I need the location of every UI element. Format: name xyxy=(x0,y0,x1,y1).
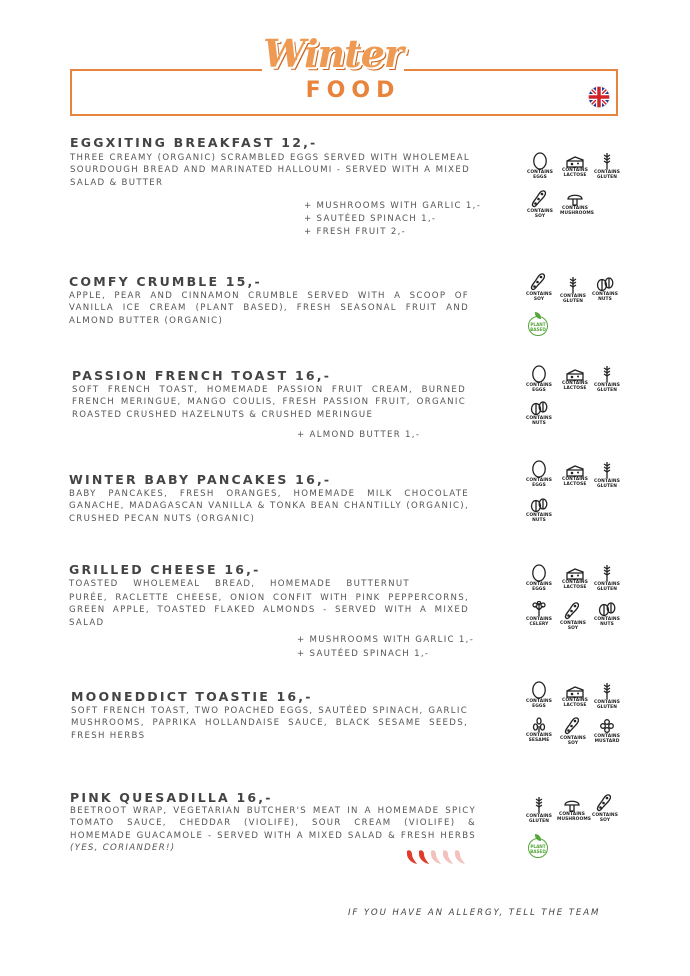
allergen-label-name: SESAME xyxy=(528,738,550,743)
allergen-label-prefix: CONTAINS xyxy=(562,168,588,173)
allergen-label-prefix: CONTAINS xyxy=(559,812,585,817)
allergen-nuts xyxy=(524,497,554,523)
allergen-label-name: GLUTEN xyxy=(596,587,618,592)
allergen-label-name: LACTOSE xyxy=(563,585,587,590)
allergen-label-name: SOY xyxy=(599,818,611,823)
allergen-label-name: MUSHROOMS xyxy=(560,211,595,216)
allergen-label-name: NUTS xyxy=(532,421,546,426)
allergen-label-prefix: CONTAINS xyxy=(594,479,620,484)
allergen-label-name: LACTOSE xyxy=(563,173,587,178)
nuts-icon xyxy=(530,400,548,416)
allergen-lactose xyxy=(560,465,590,487)
allergen-label xyxy=(524,383,554,393)
item-title: PASSION FRENCH TOAST 16,- xyxy=(72,368,332,383)
allergen-label-prefix: CONTAINS xyxy=(526,733,552,738)
spice-level-chilis xyxy=(405,848,469,866)
wheat-icon xyxy=(601,564,613,582)
allergen-label xyxy=(560,580,590,590)
item-description-continued: PURÉE, RACLETTE CHEESE, ONION CONFIT WITH PINK PEPPERCORNS, GREEN APPLE, TOASTED FLAKED ALMONDS - SERVED WITH A MIXED SALAD xyxy=(69,593,469,628)
allergen-gluten xyxy=(558,276,588,304)
allergen-label-prefix: CONTAINS xyxy=(594,170,620,175)
allergen-label xyxy=(524,699,554,709)
allergen-label-prefix: CONTAINS xyxy=(526,699,552,704)
egg-icon xyxy=(532,150,548,170)
allergen-sesame xyxy=(524,717,554,743)
allergen-label xyxy=(590,813,620,823)
allergen-label-name: LACTOSE xyxy=(563,482,587,487)
allergen-egg xyxy=(525,150,555,180)
egg-icon xyxy=(531,363,547,383)
allergen-label xyxy=(524,416,554,426)
allergen-label-prefix: CONTAINS xyxy=(560,736,586,741)
allergen-nuts xyxy=(590,276,620,302)
allergen-label xyxy=(592,170,622,180)
extra-option: + ALMOND BUTTER 1,- xyxy=(297,430,421,440)
item-title: GRILLED CHEESE 16,- xyxy=(69,562,261,577)
allergen-soy xyxy=(590,793,620,823)
allergen-label-name: EGGS xyxy=(533,175,547,180)
nuts-icon xyxy=(598,601,616,617)
allergen-label-prefix: CONTAINS xyxy=(526,292,552,297)
mustard-icon xyxy=(599,718,615,734)
allergen-mushrooms xyxy=(560,192,595,216)
allergen-label-prefix: CONTAINS xyxy=(592,292,618,297)
item-title: WINTER BABY PANCAKES 16,- xyxy=(69,472,332,487)
allergen-label xyxy=(558,294,588,304)
coriander-note: (YES, CORIANDER!) xyxy=(70,842,176,853)
allergen-egg xyxy=(524,363,554,393)
allergen-label xyxy=(560,477,590,487)
wheat-icon xyxy=(533,796,545,814)
item-extras xyxy=(297,633,474,661)
allergen-celery xyxy=(524,601,554,627)
allergen-label xyxy=(558,621,588,631)
item-title: EGGXITING BREAKFAST 12,- xyxy=(70,135,318,150)
item-description: BEETROOT WRAP, VEGETARIAN BUTCHER'S MEAT IN A HOMEMADE SPICY TOMATO SAUCE, CHEDDAR (VIOLIFE), SOUR CREAM (VIOLIFE) & HOMEMADE GUACAMOLE - SERVED WITH A MIXED SALAD & FRESH HERBS (YES, CORIANDER!) xyxy=(70,806,476,853)
item-title: PINK QUESADILLA 16,- xyxy=(70,790,273,805)
allergen-label xyxy=(592,582,622,592)
allergen-label-prefix: CONTAINS xyxy=(526,383,552,388)
allergen-label-name: GLUTEN xyxy=(562,299,584,304)
wheat-icon xyxy=(601,682,613,700)
egg-icon xyxy=(531,458,547,478)
allergen-label-prefix: CONTAINS xyxy=(562,580,588,585)
mushroom-icon xyxy=(564,798,580,812)
allergen-label xyxy=(592,383,622,393)
allergen-label-prefix: CONTAINS xyxy=(526,582,552,587)
allergen-gluten xyxy=(592,152,622,180)
allergen-label-name: GLUTEN xyxy=(596,484,618,489)
soy-icon xyxy=(531,189,549,209)
allergen-gluten xyxy=(592,682,622,710)
wheat-icon xyxy=(567,276,579,294)
wheat-icon xyxy=(601,365,613,383)
item-title: MOONEDDICT TOASTIE 16,- xyxy=(71,689,313,704)
allergen-lactose xyxy=(560,156,590,178)
allergen-label-name: EGGS xyxy=(532,587,546,592)
allergen-label-name: GLUTEN xyxy=(596,388,618,393)
item-description: SOFT FRENCH TOAST, HOMEMADE PASSION FRUIT CREAM, BURNED FRENCH MERINGUE, MANGO COULIS, FRESH PASSION FRUIT, ORGANIC ROASTED CRUSHED HAZELNUTS & CRUSHED MERINGUE xyxy=(72,385,466,420)
allergen-label xyxy=(560,381,590,391)
allergen-label-name: LACTOSE xyxy=(563,386,587,391)
item-description: BABY PANCAKES, FRESH ORANGES, HOMEMADE MILK CHOCOLATE GANACHE, MADAGASCAN VANILLA & TONKA BEAN CHANTILLY (ORGANIC), CRUSHED PECAN NUTS (ORGANIC) xyxy=(69,489,469,524)
allergen-label-name: NUTS xyxy=(532,518,546,523)
allergen-label xyxy=(592,479,622,489)
allergen-label-name: MUSHROOMS xyxy=(557,817,592,822)
allergen-label-prefix: CONTAINS xyxy=(562,381,588,386)
allergen-soy xyxy=(525,189,555,219)
winter-logo: Winter xyxy=(263,31,403,76)
allergen-label-name: GLUTEN xyxy=(596,175,618,180)
egg-icon xyxy=(531,562,547,582)
sesame-icon xyxy=(532,717,546,733)
extra-option: + SAUTÉED SPINACH 1,- xyxy=(297,649,430,659)
allergen-label-name: GLUTEN xyxy=(528,819,550,824)
allergen-gluten xyxy=(592,564,622,592)
chili-icon xyxy=(419,850,429,864)
extra-option: + SAUTÉED SPINACH 1,- xyxy=(304,214,437,224)
item-extras xyxy=(304,200,481,239)
allergen-egg xyxy=(524,679,554,709)
soy-icon xyxy=(564,601,582,621)
allergen-label-prefix: CONTAINS xyxy=(526,416,552,421)
allergen-label-name: NUTS xyxy=(600,622,614,627)
chili-icon xyxy=(443,850,453,864)
allergen-label-prefix: CONTAINS xyxy=(594,700,620,705)
leaf-icon xyxy=(535,834,541,841)
allergen-label xyxy=(560,206,595,216)
allergen-label-prefix: CONTAINS xyxy=(527,209,553,214)
allergen-egg xyxy=(524,458,554,488)
allergen-label-name: GLUTEN xyxy=(596,705,618,710)
allergen-nuts xyxy=(592,601,622,627)
allergen-label-prefix: CONTAINS xyxy=(560,621,586,626)
item-extras xyxy=(297,429,420,442)
allergen-label-name: SOY xyxy=(567,741,579,746)
chili-icon xyxy=(407,850,417,864)
cheese-icon xyxy=(566,369,584,381)
nuts-icon xyxy=(530,497,548,513)
item-title: COMFY CRUMBLE 15,- xyxy=(69,274,262,289)
allergen-label-name: MUSTARD xyxy=(594,739,620,744)
allergen-label xyxy=(524,733,554,743)
allergen-label xyxy=(525,209,555,219)
allergen-label xyxy=(524,814,554,824)
allergen-label-prefix: CONTAINS xyxy=(562,698,588,703)
allergen-gluten xyxy=(592,461,622,489)
plant-based-badge: PLANT BASED xyxy=(528,838,548,858)
allergen-label-prefix: CONTAINS xyxy=(526,814,552,819)
allergen-label-name: EGGS xyxy=(532,388,546,393)
cheese-icon xyxy=(566,568,584,580)
allergen-label xyxy=(560,698,590,708)
soy-icon xyxy=(530,272,548,292)
extra-option: + MUSHROOMS WITH GARLIC 1,- xyxy=(304,201,482,211)
extra-option: + FRESH FRUIT 2,- xyxy=(304,227,407,237)
allergen-gluten xyxy=(524,796,554,824)
allergen-soy xyxy=(558,601,588,631)
allergen-egg xyxy=(524,562,554,592)
allergen-label xyxy=(524,617,554,627)
allergen-gluten xyxy=(592,365,622,393)
allergen-label xyxy=(592,734,622,744)
allergen-label-prefix: CONTAINS xyxy=(526,478,552,483)
chili-icon xyxy=(455,850,465,864)
allergen-label-name: CELERY xyxy=(529,622,549,627)
extra-option: + MUSHROOMS WITH GARLIC 1,- xyxy=(297,635,475,645)
soy-icon xyxy=(596,793,614,813)
allergen-label-prefix: CONTAINS xyxy=(594,734,620,739)
allergen-mustard xyxy=(592,718,622,744)
item-description: THREE CREAMY (ORGANIC) SCRAMBLED EGGS SERVED WITH WHOLEMEAL SOURDOUGH BREAD AND MARINATED HALLOUMI - SERVED WITH A MIXED SALAD & BUTTER xyxy=(70,153,470,188)
mushroom-icon xyxy=(567,192,583,206)
leaf-icon xyxy=(535,312,541,319)
allergen-nuts xyxy=(524,400,554,426)
allergen-label xyxy=(557,812,592,822)
allergen-label-name: LACTOSE xyxy=(563,703,587,708)
item-description: SOFT FRENCH TOAST, TWO POACHED EGGS, SAUTÉED SPINACH, GARLIC MUSHROOMS, PAPRIKA HOLLANDAISE SAUCE, BLACK SESAME SEEDS, FRESH HERBS xyxy=(71,706,468,741)
allergen-soy xyxy=(524,272,554,302)
soy-icon xyxy=(564,716,582,736)
uk-flag-icon[interactable] xyxy=(588,86,610,108)
allergen-label-name: SOY xyxy=(533,297,545,302)
allergen-label-name: SOY xyxy=(567,626,579,631)
allergen-label-prefix: CONTAINS xyxy=(594,617,620,622)
allergen-lactose xyxy=(560,369,590,391)
allergen-label-prefix: CONTAINS xyxy=(526,513,552,518)
allergen-label xyxy=(592,617,622,627)
allergen-label xyxy=(592,700,622,710)
plant-based-badge: PLANT BASED xyxy=(528,316,548,336)
wheat-icon xyxy=(601,461,613,479)
allergen-label xyxy=(590,292,620,302)
cheese-icon xyxy=(566,156,584,168)
food-title: FOOD xyxy=(305,78,401,103)
allergen-label-prefix: CONTAINS xyxy=(594,383,620,388)
allergen-label-name: EGGS xyxy=(532,704,546,709)
allergen-label-prefix: CONTAINS xyxy=(562,206,588,211)
allergen-label-name: SOY xyxy=(534,214,546,219)
item-description: TOASTED WHOLEMEAL BREAD, HOMEMADE BUTTERNUT xyxy=(69,579,410,589)
cheese-icon xyxy=(566,686,584,698)
egg-icon xyxy=(531,679,547,699)
allergen-label-prefix: CONTAINS xyxy=(562,477,588,482)
allergen-lactose xyxy=(560,686,590,708)
item-description: APPLE, PEAR AND CINNAMON CRUMBLE SERVED WITH A SCOOP OF VANILLA ICE CREAM (PLANT BASED), FRESH SEASONAL FRUIT AND ALMOND BUTTER (ORGANIC) xyxy=(69,291,469,326)
allergen-label xyxy=(560,168,590,178)
allergen-label xyxy=(524,478,554,488)
allergen-label-prefix: CONTAINS xyxy=(527,170,553,175)
allergen-mushrooms xyxy=(557,798,592,822)
allergy-notice: IF YOU HAVE AN ALLERGY, TELL THE TEAM xyxy=(348,908,601,918)
allergen-label xyxy=(558,736,588,746)
wheat-icon xyxy=(601,152,613,170)
cheese-icon xyxy=(566,465,584,477)
allergen-label-prefix: CONTAINS xyxy=(592,813,618,818)
allergen-label xyxy=(524,513,554,523)
allergen-soy xyxy=(558,716,588,746)
allergen-label xyxy=(524,582,554,592)
allergen-label-name: NUTS xyxy=(598,297,612,302)
allergen-label-prefix: CONTAINS xyxy=(560,294,586,299)
allergen-label-prefix: CONTAINS xyxy=(594,582,620,587)
allergen-label-prefix: CONTAINS xyxy=(526,617,552,622)
allergen-label-name: EGGS xyxy=(532,483,546,488)
allergen-label xyxy=(525,170,555,180)
chili-icon xyxy=(431,850,441,864)
nuts-icon xyxy=(596,276,614,292)
celery-icon xyxy=(532,601,546,617)
allergen-lactose xyxy=(560,568,590,590)
allergen-label xyxy=(524,292,554,302)
